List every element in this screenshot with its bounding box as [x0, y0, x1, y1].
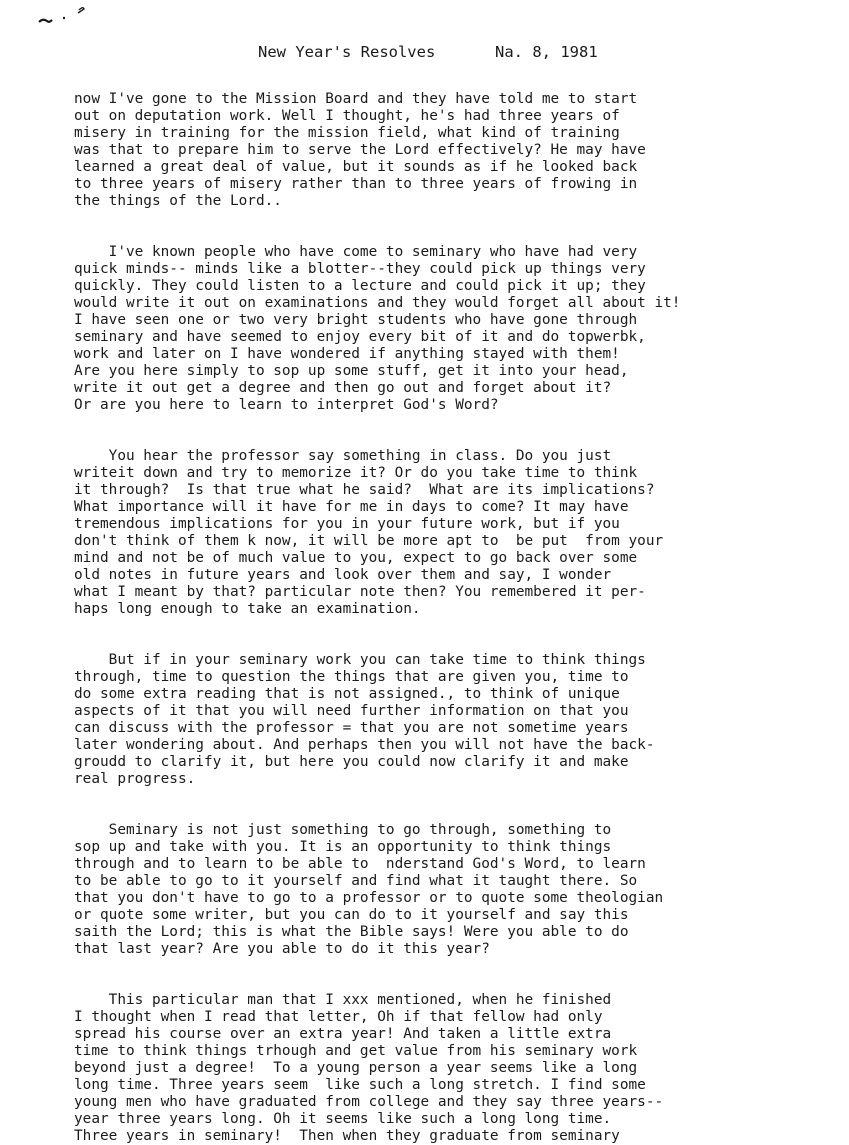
header-date: Na. 8, 1981: [495, 43, 598, 61]
text-line: I thought when I read that letter, Oh if that fellow had only: [74, 1009, 603, 1025]
text-line: You hear the professor say something in class. Do you just: [74, 448, 612, 464]
text-line: year three years long. Oh it seems like such a long long time.: [74, 1111, 612, 1127]
text-line: But if in your seminary work you can take time to think things: [74, 652, 646, 668]
header-title: New Year's Resolves: [258, 43, 436, 61]
text-line: quick minds-- minds like a blotter--they could pick up things very: [74, 261, 646, 277]
text-line: real progress.: [74, 771, 196, 787]
text-line: later wondering about. And perhaps then you will not have the back-: [74, 737, 655, 753]
text-line: quickly. They could listen to a lecture and could pick it up; they: [74, 278, 646, 294]
paragraph: [74, 652, 844, 788]
paragraph: [74, 91, 844, 210]
text-line: saith the Lord; this is what the Bible says! Were you able to do: [74, 924, 629, 940]
text-line: seminary and have seemed to enjoy every bit of it and do topwerbk,: [74, 329, 646, 345]
text-line: What importance will it have for me in days to come? It may have: [74, 499, 629, 515]
text-line: aspects of it that you will need further information on that you: [74, 703, 629, 719]
text-line: tremendous implications for you in your future work, but if you: [74, 516, 620, 532]
text-line: would write it out on examinations and they would forget all about it!: [74, 295, 681, 311]
paragraph-gap: [74, 618, 844, 652]
text-line: that you don't have to go to a professor or to quote some theologian: [74, 890, 664, 906]
text-line: can discuss with the professor = that you are not sometime years: [74, 720, 629, 736]
text-line: don't think of them k now, it will be more apt to be put from your: [74, 533, 664, 549]
paragraph: [74, 448, 844, 618]
page-header: [0, 43, 849, 67]
paragraph-gap: [74, 958, 844, 992]
text-line: it through? Is that true what he said? What are its implications?: [74, 482, 655, 498]
paragraph: [74, 822, 844, 958]
text-line: was that to prepare him to serve the Lord effectively? He may have: [74, 142, 646, 158]
text-line: sop up and take with you. It is an opportunity to think things: [74, 839, 612, 855]
text-line: through, time to question the things that are given you, time to: [74, 669, 629, 685]
text-line: Are you here simply to sop up some stuff, get it into your head,: [74, 363, 629, 379]
text-line: through and to learn to be able to nderstand God's Word, to learn: [74, 856, 646, 872]
text-line: mind and not be of much value to you, expect to go back over some: [74, 550, 638, 566]
text-line: young men who have graduated from college and they say three years--: [74, 1094, 664, 1110]
text-line: time to think things trhough and get value from his seminary work: [74, 1043, 638, 1059]
pen-mark: [37, 4, 87, 30]
text-line: Three years in seminary! Then when they graduate from seminary: [74, 1128, 620, 1144]
text-line: write it out get a degree and then go out and forget about it?: [74, 380, 612, 396]
paragraph-gap: [74, 788, 844, 822]
body-text: [74, 91, 844, 1145]
text-line: misery in training for the mission field, what kind of training: [74, 125, 620, 141]
text-line: or quote some writer, but you can do to it yourself and say this: [74, 907, 629, 923]
text-line: now I've gone to the Mission Board and they have told me to start: [74, 91, 638, 107]
text-line: Or are you here to learn to interpret God's Word?: [74, 397, 499, 413]
text-line: out on deputation work. Well I thought, he's had three years of: [74, 108, 620, 124]
text-line: what I meant by that? particular note then? You remembered it per-: [74, 584, 646, 600]
text-line: long time. Three years seem like such a long stretch. I find some: [74, 1077, 646, 1093]
text-line: that last year? Are you able to do it this year?: [74, 941, 490, 957]
text-line: I have seen one or two very bright students who have gone through: [74, 312, 638, 328]
text-line: Seminary is not just something to go through, something to: [74, 822, 612, 838]
paragraph: [74, 244, 844, 414]
text-line: This particular man that I xxx mentioned, when he finished: [74, 992, 612, 1008]
text-line: old notes in future years and look over them and say, I wonder: [74, 567, 612, 583]
text-line: work and later on I have wondered if anything stayed with them!: [74, 346, 620, 362]
text-line: haps long enough to take an examination.: [74, 601, 421, 617]
text-line: writeit down and try to memorize it? Or do you take time to think: [74, 465, 638, 481]
text-line: to be able to go to it yourself and find what it taught there. So: [74, 873, 638, 889]
paragraph-gap: [74, 414, 844, 448]
text-line: to three years of misery rather than to three years of frowing in: [74, 176, 638, 192]
text-line: the things of the Lord..: [74, 193, 282, 209]
text-line: beyond just a degree! To a young person a year seems like a long: [74, 1060, 638, 1076]
text-line: groudd to clarify it, but here you could now clarify it and make: [74, 754, 629, 770]
text-line: learned a great deal of value, but it sounds as if he looked back: [74, 159, 638, 175]
paragraph: [74, 992, 844, 1145]
text-line: I've known people who have come to seminary who have had very: [74, 244, 638, 260]
text-line: spread his course over an extra year! And taken a little extra: [74, 1026, 612, 1042]
text-line: do some extra reading that is not assigned., to think of unique: [74, 686, 620, 702]
paragraph-gap: [74, 210, 844, 244]
